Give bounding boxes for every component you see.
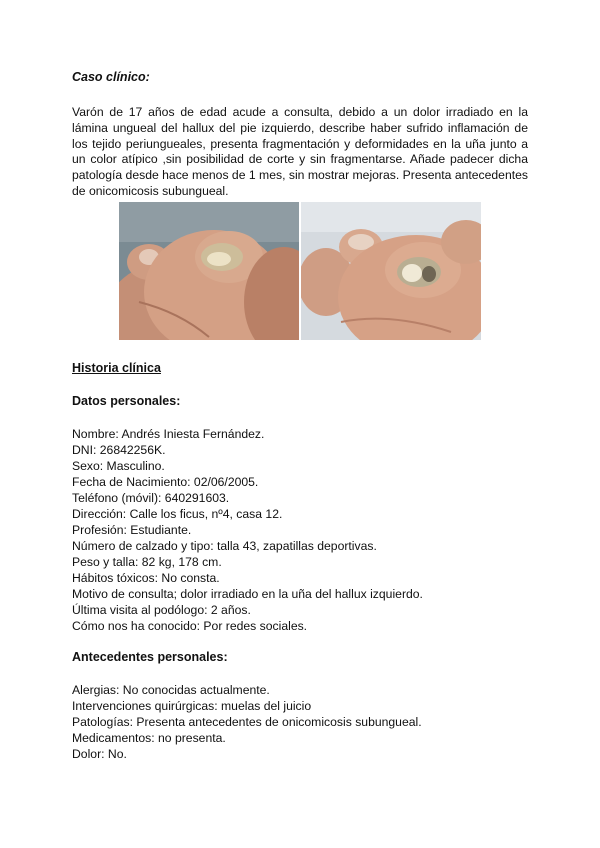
personal-data-list (72, 426, 423, 634)
antecedent-field: Alergias: No conocidas actualmente. (72, 683, 270, 697)
antecedents-list (72, 682, 422, 762)
personal-data-title: Datos personales: (72, 394, 181, 408)
clinical-photos (119, 202, 481, 340)
personal-field: Sexo: Masculino. (72, 459, 165, 473)
case-description: Varón de 17 años de edad acude a consulta, debido a un dolor irradiado en la lámina ungueal del hallux del pie izquierdo, describe haber sufrido inflamación de los tejido periungueales, presenta fragmentación y deformidades en la uña junto a un color atípico ,sin posibilidad de corte y sin fragmentarse. Añade padecer dicha patología desde hace menos de 1 mes, sin mostrar mejoras. Presenta antecedentes de onicomicosis subungueal. (72, 105, 528, 198)
case-heading: Caso clínico: (72, 70, 150, 84)
personal-field: DNI: 26842256K. (72, 443, 166, 457)
personal-field: Cómo nos ha conocido: Por redes sociales. (72, 619, 308, 633)
personal-field: Hábitos tóxicos: No consta. (72, 571, 220, 585)
personal-field: Peso y talla: 82 kg, 178 cm. (72, 555, 222, 569)
history-title: Historia clínica (72, 361, 161, 375)
antecedents-title: Antecedentes personales: (72, 650, 228, 664)
personal-field: Última visita al podólogo: 2 años. (72, 603, 251, 617)
personal-field: Motivo de consulta; dolor irradiado en la uña del hallux izquierdo. (72, 587, 423, 601)
personal-field: Número de calzado y tipo: talla 43, zapatillas deportivas. (72, 539, 377, 553)
personal-field: Dirección: Calle los ficus, nº4, casa 12. (72, 507, 283, 521)
personal-field: Fecha de Nacimiento: 02/06/2005. (72, 475, 259, 489)
antecedent-field: Intervenciones quirúrgicas: muelas del juicio (72, 699, 312, 713)
antecedent-field: Dolor: No. (72, 747, 127, 761)
personal-field: Profesión: Estudiante. (72, 523, 192, 537)
toe-photo-left (119, 202, 299, 340)
antecedent-field: Medicamentos: no presenta. (72, 731, 226, 745)
personal-field: Nombre: Andrés Iniesta Fernández. (72, 427, 265, 441)
toe-photo-right (301, 202, 481, 340)
personal-field: Teléfono (móvil): 640291603. (72, 491, 230, 505)
antecedent-field: Patologías: Presenta antecedentes de onicomicosis subungueal. (72, 715, 422, 729)
